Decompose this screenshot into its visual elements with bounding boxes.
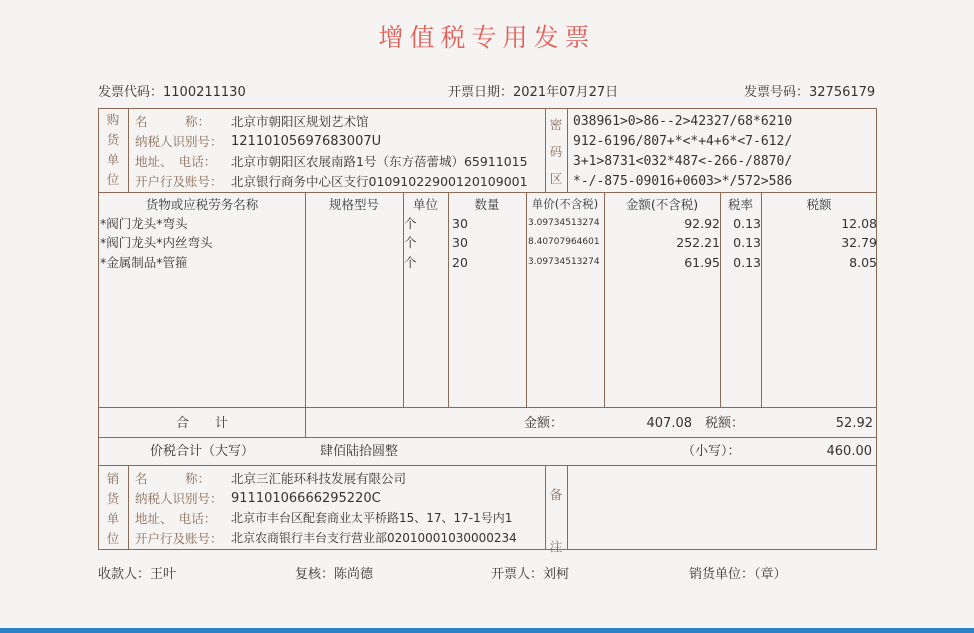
col-header-name: 货物或应税劳务名称 (145, 197, 259, 212)
cipher-line: 038961>0>86--2>42327/68*6210 (573, 114, 793, 129)
item-amount: 252.21 (676, 235, 720, 250)
seller-name-label: 名 称： (135, 471, 211, 486)
reviewer-label: 复核： (295, 567, 335, 582)
seller-name: 北京三汇能环科技发展有限公司 (231, 471, 407, 486)
grand-total-lower: 460.00 (826, 444, 872, 459)
invoice-code (98, 81, 246, 100)
seller-bank-label: 开户行及账号： (135, 531, 223, 546)
grand-total-upper: 肆佰陆拾圆整 (320, 444, 399, 459)
item-unit: 个 (404, 255, 417, 270)
item-rate: 0.13 (733, 255, 761, 270)
buyer-addr-label: 地址、 电话： (135, 154, 217, 169)
item-qty: 30 (452, 235, 468, 250)
item-name: *阀门龙头*内丝弯头 (100, 235, 213, 250)
seller-addr: 北京市丰台区配套商业太平桥路15、17、17-1号内1 (231, 511, 513, 525)
divider (526, 192, 527, 407)
invoice-number-label: 发票号码： (744, 85, 810, 100)
grand-total-lower-label: （小写）： (682, 444, 741, 459)
buyer-name-label: 名 称： (135, 114, 211, 129)
item-qty: 20 (452, 255, 468, 270)
item-qty: 30 (452, 216, 468, 231)
col-header-amount: 金额(不含税) (625, 197, 699, 212)
buyer-name: 北京市朝阳区规划艺术馆 (231, 114, 369, 129)
divider (567, 465, 568, 550)
divider (305, 192, 306, 437)
item-price: 3.09734513274 (528, 218, 600, 228)
col-header-tax: 税额 (806, 197, 832, 212)
total-label: 合 计 (175, 416, 228, 431)
invoice-number (744, 81, 875, 100)
payee-value: 王叶 (150, 567, 177, 582)
col-header-price: 单价(不含税) (531, 197, 599, 211)
item-rate: 0.13 (733, 235, 761, 250)
divider (98, 465, 877, 466)
item-name: *金属制品*管箍 (100, 255, 188, 270)
total-tax: 52.92 (835, 416, 873, 431)
divider (98, 437, 877, 438)
cipher-line: 912-6196/807+*<*+4+6*<7-612/ (573, 134, 793, 149)
bottom-accent-bar (0, 628, 974, 633)
buyer-bank: 北京银行商务中心区支行01091022900120109001 (231, 174, 528, 189)
item-unit: 个 (404, 235, 417, 250)
buyer-addr: 北京市朝阳区农展南路1号（东方蓓蕾城）65911015 (231, 154, 528, 169)
invoice-code-value: 1100211130 (163, 85, 246, 100)
seller-seal-label: 销货单位：（章） (689, 567, 787, 582)
remark-side-label: 备 注 (549, 487, 563, 554)
item-amount: 61.95 (684, 255, 720, 270)
item-rate: 0.13 (733, 216, 761, 231)
total-tax-label: 税额： (705, 416, 745, 431)
payee-label: 收款人： (98, 567, 151, 582)
item-amount: 92.92 (684, 216, 720, 231)
item-tax: 8.05 (849, 255, 877, 270)
issuer-label: 开票人： (491, 567, 544, 582)
divider (98, 407, 877, 408)
invoice-code-label: 发票代码： (98, 85, 164, 100)
item-tax: 32.79 (841, 235, 877, 250)
col-header-spec: 规格型号 (328, 197, 379, 212)
buyer-tax-label: 纳税人识别号： (135, 134, 223, 149)
item-tax: 12.08 (841, 216, 877, 231)
grand-total-label: 价税合计（大写） (149, 444, 254, 459)
buyer-bank-label: 开户行及账号： (135, 174, 223, 189)
item-price: 3.09734513274 (528, 257, 600, 267)
item-unit: 个 (404, 216, 417, 231)
invoice-title: 增值税专用发票 (378, 23, 596, 52)
divider (448, 192, 449, 407)
invoice-number-value: 32756179 (809, 85, 876, 100)
col-header-qty: 数量 (474, 197, 500, 212)
cipher-line: *-/-875-09016+0603>*/572>586 (573, 174, 793, 189)
seller-tax-id: 91110106666295220C (231, 491, 381, 506)
divider (567, 108, 568, 192)
cipher-side-label: 密 码 区 (549, 117, 563, 186)
reviewer-value: 陈尚德 (334, 567, 374, 582)
buyer-side-label: 购 货 单 位 (106, 112, 120, 187)
issuer-value: 刘柯 (543, 567, 570, 582)
divider (128, 465, 129, 550)
total-amount-label: 金额： (524, 416, 564, 431)
issuer (491, 563, 569, 582)
payee (98, 563, 176, 582)
cipher-line: 3+1>8731<032*487<-266-/8870/ (573, 154, 793, 169)
seller-side-label: 销 货 单 位 (106, 471, 120, 546)
invoice-date-label: 开票日期： (448, 85, 514, 100)
buyer-tax-id: 12110105697683007U (231, 134, 382, 149)
seller-bank: 北京农商银行丰台支行营业部02010001030000234 (231, 531, 517, 545)
total-amount: 407.08 (646, 416, 692, 431)
invoice-date-value: 2021年07月27日 (513, 85, 619, 100)
reviewer (295, 563, 373, 582)
divider (128, 108, 129, 192)
seller-addr-label: 地址、 电话： (135, 511, 217, 526)
col-header-rate: 税率 (727, 197, 753, 212)
seller-tax-label: 纳税人识别号： (135, 491, 223, 506)
item-price: 8.40707964601 (528, 237, 600, 247)
col-header-unit: 单位 (412, 197, 438, 212)
invoice-date (448, 81, 618, 100)
item-name: *阀门龙头*弯头 (100, 216, 188, 231)
